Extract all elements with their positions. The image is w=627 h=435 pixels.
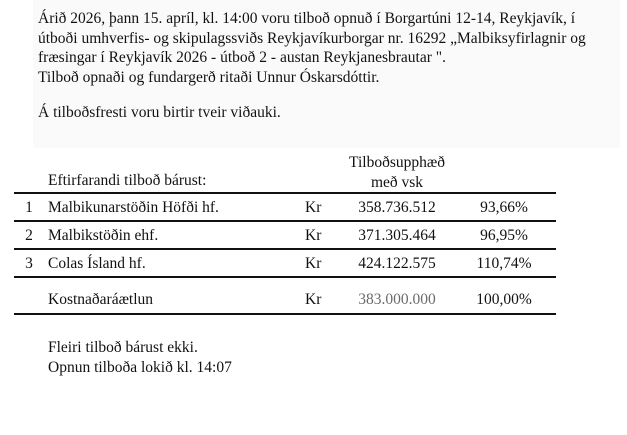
no-more-bids-note: Fleiri tilboð bárust ekki. xyxy=(48,339,198,356)
estimate-row xyxy=(0,290,627,310)
intro-line: útboði umhverfis- og skipulagssviðs Reykjavíkurborgar nr. 16292 „Malbiksyfirlagnir og xyxy=(38,29,586,47)
currency: Kr xyxy=(305,255,322,272)
addenda-note: Á tilboðsfresti voru birtir tveir viðauki. xyxy=(38,104,281,121)
header-divider xyxy=(14,192,556,194)
currency: Kr xyxy=(305,227,322,244)
intro-paragraph xyxy=(38,9,623,87)
bid-percent: 110,74% xyxy=(476,255,532,272)
bids-header-label: Eftirfarandi tilboð bárust: xyxy=(48,172,207,189)
bidder-name: Malbikstöðin ehf. xyxy=(48,227,159,244)
table-bottom-divider xyxy=(14,313,556,315)
estimate-percent: 100,00% xyxy=(476,291,532,308)
bid-amount: 371.305.464 xyxy=(358,227,436,244)
row-divider xyxy=(14,276,556,278)
row-divider xyxy=(14,220,556,222)
bid-amount: 424.122.575 xyxy=(358,255,436,272)
bid-percent: 93,66% xyxy=(480,199,528,216)
estimate-label: Kostnaðaráætlun xyxy=(48,291,154,308)
opening-closed-note: Opnun tilboða lokið kl. 14:07 xyxy=(48,359,232,376)
intro-line: Árið 2026, þann 15. apríl, kl. 14:00 voru tilboð opnuð í Borgartúni 12-14, Reykjavík, í xyxy=(38,10,575,27)
bid-number: 3 xyxy=(25,255,33,272)
currency: Kr xyxy=(305,199,322,216)
estimate-amount: 383.000.000 xyxy=(358,291,436,308)
bid-number: 2 xyxy=(25,227,33,244)
bid-amount: 358.736.512 xyxy=(358,199,436,216)
bid-row xyxy=(0,198,627,218)
bid-row xyxy=(0,254,627,274)
amount-column-header xyxy=(330,153,464,193)
bid-number: 1 xyxy=(25,199,33,216)
bidder-name: Colas Ísland hf. xyxy=(48,255,146,272)
closing-notes xyxy=(48,338,232,378)
intro-line: Tilboð opnaði og fundargerð ritaði Unnur Óskarsdóttir. xyxy=(38,68,380,86)
bidder-name: Malbikunarstöðin Höfði hf. xyxy=(48,199,219,216)
bid-row xyxy=(0,226,627,246)
amount-header-line2: með vsk xyxy=(370,174,424,191)
bid-percent: 96,95% xyxy=(480,227,528,244)
intro-line: fræsingar í Reykjavík 2026 - útboð 2 - austan Reykjanesbrautar ". xyxy=(38,49,446,66)
amount-header-line1: Tilboðsupphæð xyxy=(349,154,445,171)
currency: Kr xyxy=(305,291,322,308)
row-divider xyxy=(14,248,556,250)
